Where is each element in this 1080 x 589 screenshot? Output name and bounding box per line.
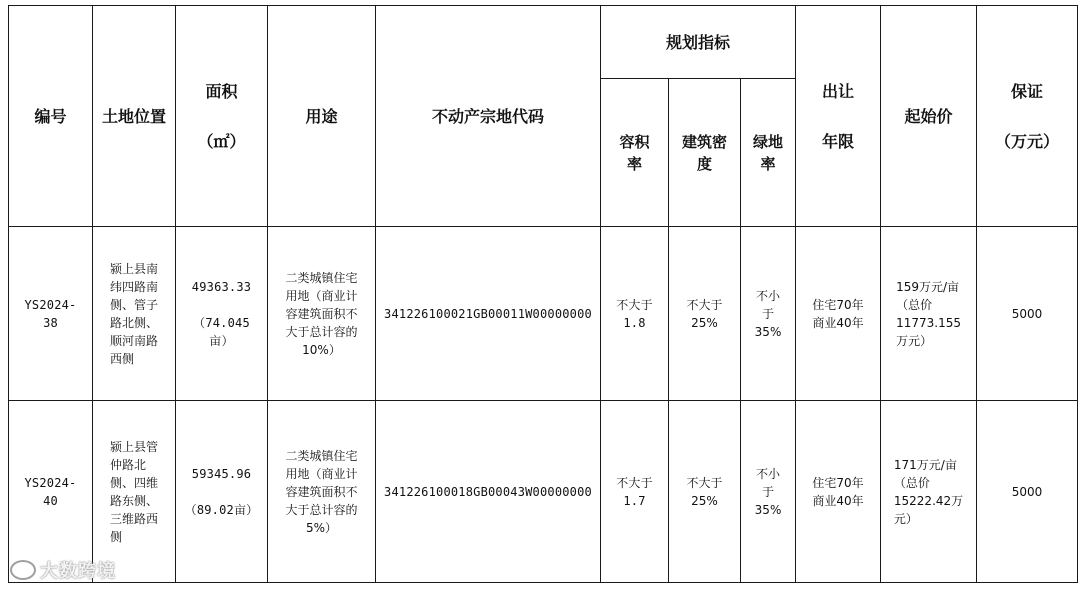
row-far: 不大于 1.7 bbox=[601, 401, 669, 583]
row-use: 二类城镇住宅 用地（商业计 容建筑面积不 大于总计容的 5%） bbox=[268, 401, 376, 583]
row-use: 二类城镇住宅 用地（商业计 容建筑面积不 大于总计容的 10%） bbox=[268, 227, 376, 401]
header-deposit: 保证 （万元） bbox=[977, 6, 1078, 227]
header-density: 建筑密 度 bbox=[669, 79, 741, 227]
table-row bbox=[9, 401, 1078, 583]
header-id: 编号 bbox=[9, 6, 93, 227]
row-location: 颍上县管 仲路北 侧、四维 路东侧、 三维路西 侧 bbox=[93, 401, 176, 583]
row-id: YS2024- 40 bbox=[9, 401, 93, 583]
header-term: 出让 年限 bbox=[796, 6, 881, 227]
row-green: 不小 于 35% bbox=[741, 401, 796, 583]
table-row bbox=[9, 227, 1078, 401]
row-code: 341226100021GB00011W00000000 bbox=[376, 227, 601, 401]
header-use: 用途 bbox=[268, 6, 376, 227]
row-density: 不大于 25% bbox=[669, 227, 741, 401]
row-area: 49363.33 （74.045 亩） bbox=[176, 227, 268, 401]
header-row-top bbox=[9, 6, 1078, 79]
row-location: 颍上县南 纬四路南 侧、管子 路北侧、 顺河南路 西侧 bbox=[93, 227, 176, 401]
row-far: 不大于 1.8 bbox=[601, 227, 669, 401]
watermark bbox=[10, 557, 116, 583]
header-planning: 规划指标 bbox=[601, 6, 796, 79]
header-area: 面积 （㎡） bbox=[176, 6, 268, 227]
row-price: 159万元/亩 （总价 11773.155 万元） bbox=[881, 227, 977, 401]
row-price: 171万元/亩 （总价 15222.42万 元） bbox=[881, 401, 977, 583]
row-green: 不小 于 35% bbox=[741, 227, 796, 401]
header-location: 土地位置 bbox=[93, 6, 176, 227]
header-green: 绿地 率 bbox=[741, 79, 796, 227]
watermark-text: 大数跨境 bbox=[40, 561, 116, 582]
row-deposit: 5000 bbox=[977, 401, 1078, 583]
row-term: 住宅70年 商业40年 bbox=[796, 227, 881, 401]
header-code: 不动产宗地代码 bbox=[376, 6, 601, 227]
header-far: 容积 率 bbox=[601, 79, 669, 227]
watermark-logo-icon bbox=[10, 560, 36, 580]
row-density: 不大于 25% bbox=[669, 401, 741, 583]
row-deposit: 5000 bbox=[977, 227, 1078, 401]
row-area: 59345.96 （89.02亩） bbox=[176, 401, 268, 583]
row-id: YS2024- 38 bbox=[9, 227, 93, 401]
land-auction-table bbox=[8, 5, 1078, 583]
row-term: 住宅70年 商业40年 bbox=[796, 401, 881, 583]
row-code: 341226100018GB00043W00000000 bbox=[376, 401, 601, 583]
header-price: 起始价 bbox=[881, 6, 977, 227]
